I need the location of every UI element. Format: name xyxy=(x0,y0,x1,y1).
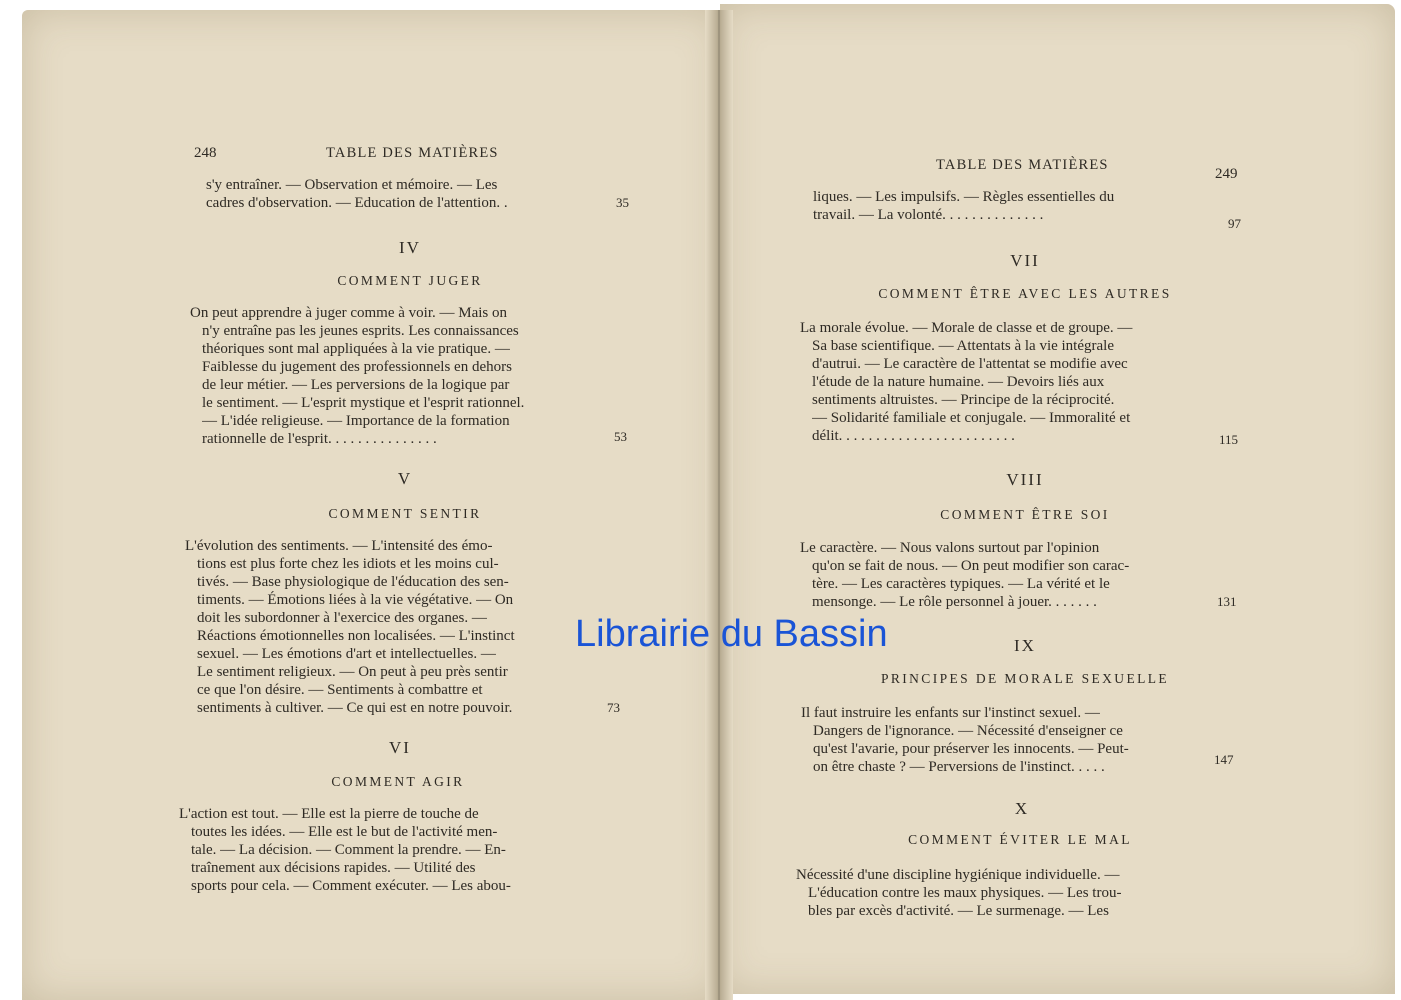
chapter-title: COMMENT JUGER xyxy=(337,273,483,288)
toc-entry-intro: s'y entraîner. — Observation et mémoire. — Les cadres d'observation. — Education de l'attention. . xyxy=(206,177,508,211)
chapter-numeral: IV xyxy=(399,238,421,257)
chapter-numeral: IX xyxy=(1014,636,1036,655)
chapter-title: COMMENT ÉVITER LE MAL xyxy=(908,832,1132,847)
toc-entry-v: L'évolution des sentiments. — L'intensité des émo- tions est plus forte chez les idiots et les moins cul- tivés. — Base physiologique de l'éducation des sen- timents. — Émotions liées à la vie végétative. — On doit les subordonner à l'exercice des organes. — Réactions émotionnelles non localisées. — L'instinct sexuel. — Les émotions d'art et intellectuelles. — Le sentiment religieux. — On peut à peu près sentir ce que l'on désire. — Sentiments à combattre et sentiments à cultiver. — Ce qui est en notre pouvoir. xyxy=(185,538,515,716)
page-number-left: 248 xyxy=(194,145,217,161)
toc-entry-viii: Le caractère. — Nous valons surtout par l'opinion qu'on se fait de nous. — On peut modifier son carac- tère. — Les caractères typiques. — La vérité et le mensonge. — Le rôle personnel à jouer. . . . . . . xyxy=(800,540,1130,610)
toc-page-number: 131 xyxy=(1217,594,1237,609)
toc-page-number: 73 xyxy=(607,700,620,715)
toc-entry-ix: Il faut instruire les enfants sur l'instinct sexuel. — Dangers de l'ignorance. — Nécessité d'enseigner ce qu'est l'avarie, pour préserver les innocents. — Peut- on être chaste ? — Perversions de l'instinct. . . . . xyxy=(801,705,1129,775)
toc-page-number: 53 xyxy=(614,429,627,444)
chapter-title: COMMENT ÊTRE AVEC LES AUTRES xyxy=(878,286,1172,301)
toc-page-number: 97 xyxy=(1228,216,1241,231)
chapter-numeral: V xyxy=(397,469,413,488)
toc-page-number: 115 xyxy=(1219,432,1239,447)
watermark-text: Librairie du Bassin xyxy=(575,613,888,655)
chapter-numeral: VIII xyxy=(1006,470,1044,489)
toc-entry-vii: La morale évolue. — Morale de classe et de groupe. — Sa base scientifique. — Attentats à la vie intégrale d'autrui. — Le caractère de l'attentat se modifie avec l'étude de la nature humaine. — Devoirs liés aux sentiments altruistes. — Principe de la réciprocité. — Solidarité familiale et conjugale. — Immoralité et délit. . . . . . . . . . . . . . . . . . . . . . . . xyxy=(800,320,1133,444)
chapter-title: COMMENT ÊTRE SOI xyxy=(940,507,1110,522)
chapter-numeral: X xyxy=(1014,799,1030,818)
toc-entry-vi: L'action est tout. — Elle est la pierre de touche de toutes les idées. — Elle est le but de l'activité men- tale. — La décision. — Comment la prendre. — En- traînement aux décisions rapides. — Utilité des sports pour cela. — Comment exécuter. — Les abou- xyxy=(179,806,511,894)
chapter-numeral: VI xyxy=(389,738,411,757)
chapter-numeral: VII xyxy=(1010,251,1040,270)
page-number-right: 249 xyxy=(1215,166,1238,182)
toc-page-number: 35 xyxy=(616,195,629,210)
running-header-right: TABLE DES MATIÈRES xyxy=(936,157,1109,173)
book-gutter xyxy=(705,10,733,1000)
running-header-left: TABLE DES MATIÈRES xyxy=(326,145,499,161)
chapter-title: COMMENT SENTIR xyxy=(328,506,482,521)
toc-entry-iv: On peut apprendre à juger comme à voir. — Mais on n'y entraîne pas les jeunes esprits. Les connaissances théoriques sont mal appliquées à la vie pratique. — Faiblesse du jugement des professionnels en dehors de leur métier. — Les perversions de la logique par le sentiment. — L'esprit mystique et l'esprit rationnel. — L'idée religieuse. — Importance de la formation rationnelle de l'esprit. . . . . . . . . . . . . . . xyxy=(190,305,525,447)
toc-page-number: 147 xyxy=(1214,752,1234,767)
toc-entry-continued: liques. — Les impulsifs. — Règles essentielles du travail. — La volonté. . . . . . . . . . . . . . xyxy=(813,189,1115,223)
chapter-title: COMMENT AGIR xyxy=(331,774,465,789)
chapter-title: PRINCIPES DE MORALE SEXUELLE xyxy=(880,671,1170,686)
toc-entry-x: Nécessité d'une discipline hygiénique individuelle. — L'éducation contre les maux physiques. — Les trou- bles par excès d'activité. — Le surmenage. — Les xyxy=(796,867,1122,919)
